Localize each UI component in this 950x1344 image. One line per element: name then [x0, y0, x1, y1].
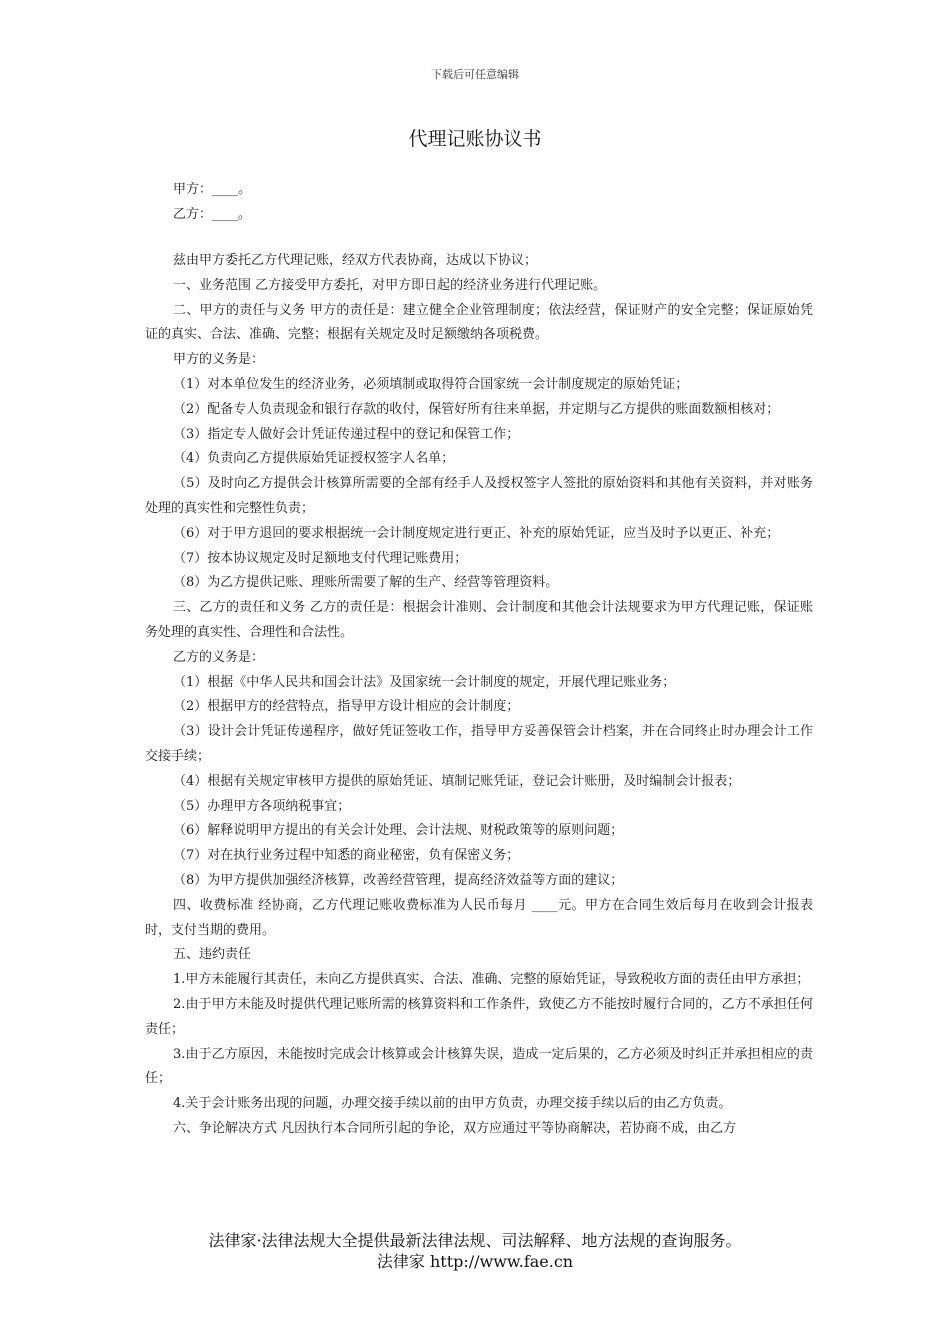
paragraph: 甲方的义务是：: [173, 352, 265, 368]
paragraph: 一、业务范围 乙方接受甲方委托，对甲方即日起的经济业务进行代理记账。: [173, 277, 607, 293]
paragraph: 四、收费标准 经协商，乙方代理记账收费标准为人民币每月 ____元。甲方在合同生效后每月在收到会计报表时，支付当期的费用。: [145, 897, 813, 938]
paragraph: （6）对于甲方退回的要求根据统一会计制度规定进行更正、补充的原始凭证，应当及时予以更正、补充；: [173, 525, 780, 541]
paragraph: （8）为乙方提供记账、理账所需要了解的生产、经营等管理资料。: [173, 575, 559, 591]
paragraph: （3）设计会计凭证传递程序，做好凭证签收工作，指导甲方妥善保管会计档案，并在合同终止时办理会计工作交接手续；: [145, 724, 813, 764]
paragraph: 3.由于乙方原因，未能按时完成会计核算或会计核算失误，造成一定后果的，乙方必须及时纠正并承担相应的责任；: [145, 1046, 813, 1087]
footer-site-link[interactable]: 法律家 http://www.fae.cn: [376, 1252, 574, 1271]
document-title: 代理记账协议书: [408, 128, 542, 150]
paragraph: 六、争论解决方式 凡因执行本合同所引起的争论，双方应通过平等协商解决，若协商不成，由乙方: [173, 1120, 737, 1136]
paragraph: （7）对在执行业务过程中知悉的商业秘密，负有保密义务；: [173, 848, 520, 864]
paragraph: 1.甲方未能履行其责任，未向乙方提供真实、合法、准确、完整的原始凭证，导致税收方面的责任由甲方承担；: [173, 972, 810, 988]
paragraph: 三、乙方的责任和义务 乙方的责任是：根据会计准则、会计制度和其他会计法规要求为甲方代理记账，保证账务处理的真实性、合理性和合法性。: [145, 600, 813, 640]
paragraph: （1）对本单位发生的经济业务，必须填制或取得符合国家统一会计制度规定的原始凭证；: [173, 376, 689, 392]
page-header: 下载后可任意编辑: [431, 68, 519, 81]
paragraph: 二、甲方的责任与义务 甲方的责任是：建立健全企业管理制度；依法经营，保证财产的安全完整；保证原始凭证的真实、合法、准确、完整；根据有关规定及时足额缴纳各项税费。: [145, 302, 813, 343]
paragraph: 乙方的义务是：: [173, 649, 265, 665]
document-body: [145, 249, 813, 1142]
paragraph: （3）指定专人做好会计凭证传递过程中的登记和保管工作；: [173, 426, 520, 442]
paragraph: （8）为甲方提供加强经济核算，改善经营管理，提高经济效益等方面的建议；: [173, 872, 624, 888]
party-a-line: 甲方：____。: [173, 182, 252, 197]
paragraph: 五、违约责任: [173, 947, 252, 963]
party-b-line: 乙方：____。: [173, 207, 252, 222]
paragraph: （2）配备专人负责现金和银行存款的收付，保管好所有往来单据，并定期与乙方提供的账面数额相核对；: [173, 401, 780, 417]
paragraph: 2.由于甲方未能及时提供代理记账所需的核算资料和工作条件，致使乙方不能按时履行合同的，乙方不承担任何责任；: [145, 996, 813, 1037]
paragraph: （4）负责向乙方提供原始凭证授权签字人名单；: [173, 451, 455, 467]
paragraph: （7）按本协议规定及时足额地支付代理记账费用；: [173, 550, 468, 566]
paragraph: （4）根据有关规定审核甲方提供的原始凭证、填制记账凭证，登记会计账册，及时编制会计报表；: [173, 773, 741, 789]
paragraph: （1）根据《中华人民共和国会计法》及国家统一会计制度的规定，开展代理记账业务；: [173, 674, 676, 690]
paragraph: （5）及时向乙方提供会计核算所需要的全部有经手人及授权签字人签批的原始资料和其他有关资料，并对账务处理的真实性和完整性负责；: [145, 476, 813, 516]
paragraph: 4.关于会计账务出现的问题，办理交接手续以前的由甲方负责，办理交接手续以后的由乙方负责。: [173, 1096, 732, 1112]
footer-service-text: 法律家·法律法规大全提供最新法律法规、司法解释、地方法规的查询服务。: [208, 1231, 742, 1250]
paragraph: （5）办理甲方各项纳税事宜；: [173, 798, 351, 814]
paragraph: 兹由甲方委托乙方代理记账，经双方代表协商，达成以下协议；: [173, 253, 538, 268]
paragraph: （2）根据甲方的经营特点，指导甲方设计相应的会计制度；: [173, 699, 520, 715]
paragraph: （6）解释说明甲方提出的有关会计处理、会计法规、财税政策等的原则问题；: [173, 823, 624, 839]
